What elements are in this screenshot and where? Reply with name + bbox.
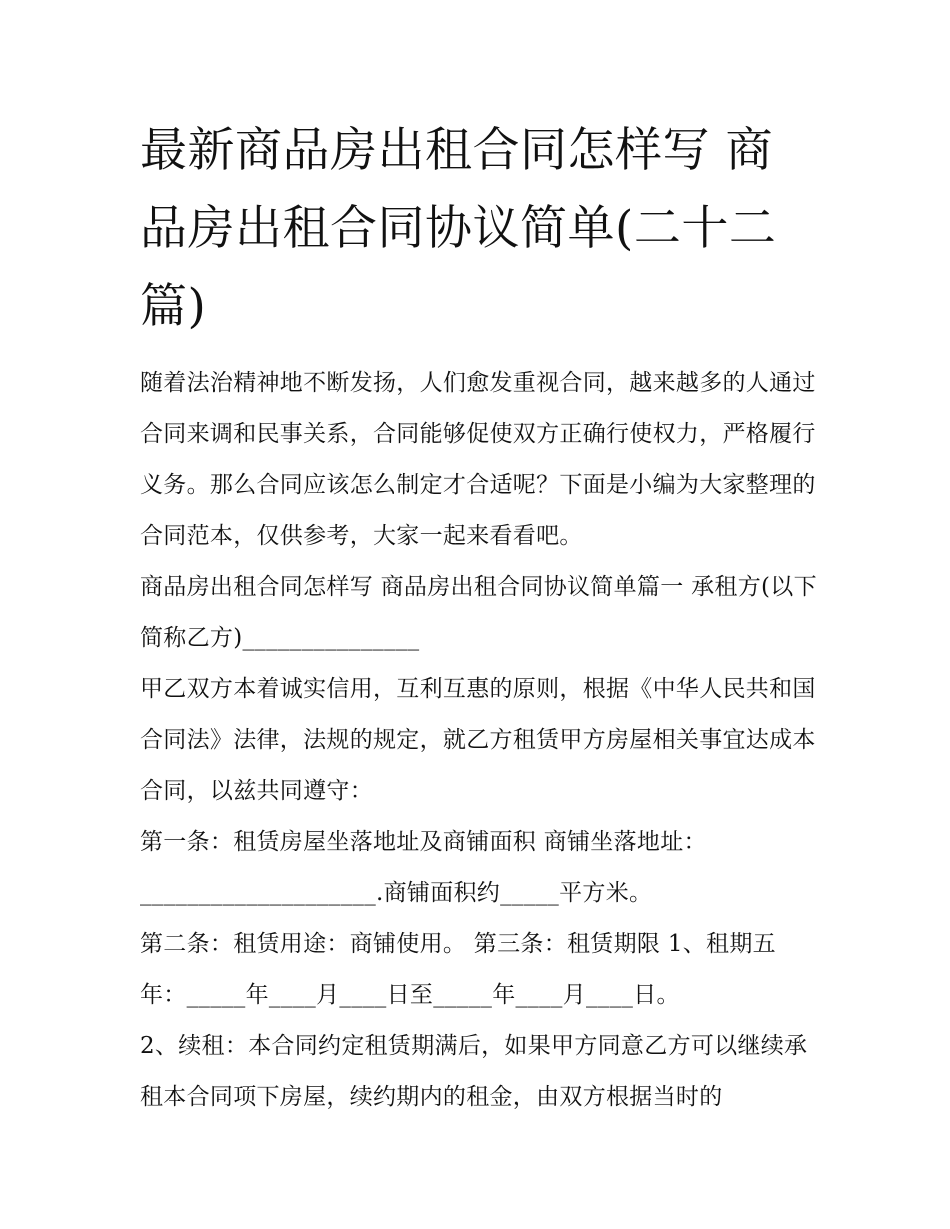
- paragraph-article-1: 第一条：租赁房屋坐落地址及商铺面积 商铺坐落地址：____________________.商铺面积约_____平方米。: [140, 829, 707, 906]
- document-page: [140, 112, 820, 1123]
- paragraph-renewal: 2、续租：本合同约定租赁期满后，如果甲方同意乙方可以继续承租本合同项下房屋，续约期内的租金，由双方根据当时的: [140, 1033, 808, 1110]
- paragraph-preamble: 甲乙双方本着诚实信用，互利互惠的原则，根据《中华人民共和国合同法》法律，法规的规定，就乙方租赁甲方房屋相关事宜达成本合同，以兹共同遵守：: [140, 676, 816, 804]
- document-title: 最新商品房出租合同怎样写 商品房出租合同协议简单(二十二篇): [140, 123, 777, 334]
- paragraph-intro: 随着法治精神地不断发扬，人们愈发重视合同，越来越多的人通过合同来调和民事关系，合同能够促使双方正确行使权力，严格履行义务。那么合同应该怎么制定才合适呢？下面是小编为大家整理的合同范本，仅供参考，大家一起来看看吧。: [140, 370, 816, 549]
- paragraph-article-2-3: 第二条：租赁用途：商铺使用。 第三条：租赁期限 1、租期五年：_____年____月____日至_____年____月____日。: [140, 931, 776, 1008]
- paragraph-section-header: 商品房出租合同怎样写 商品房出租合同协议简单篇一 承租方(以下简称乙方)_______________: [140, 574, 817, 651]
